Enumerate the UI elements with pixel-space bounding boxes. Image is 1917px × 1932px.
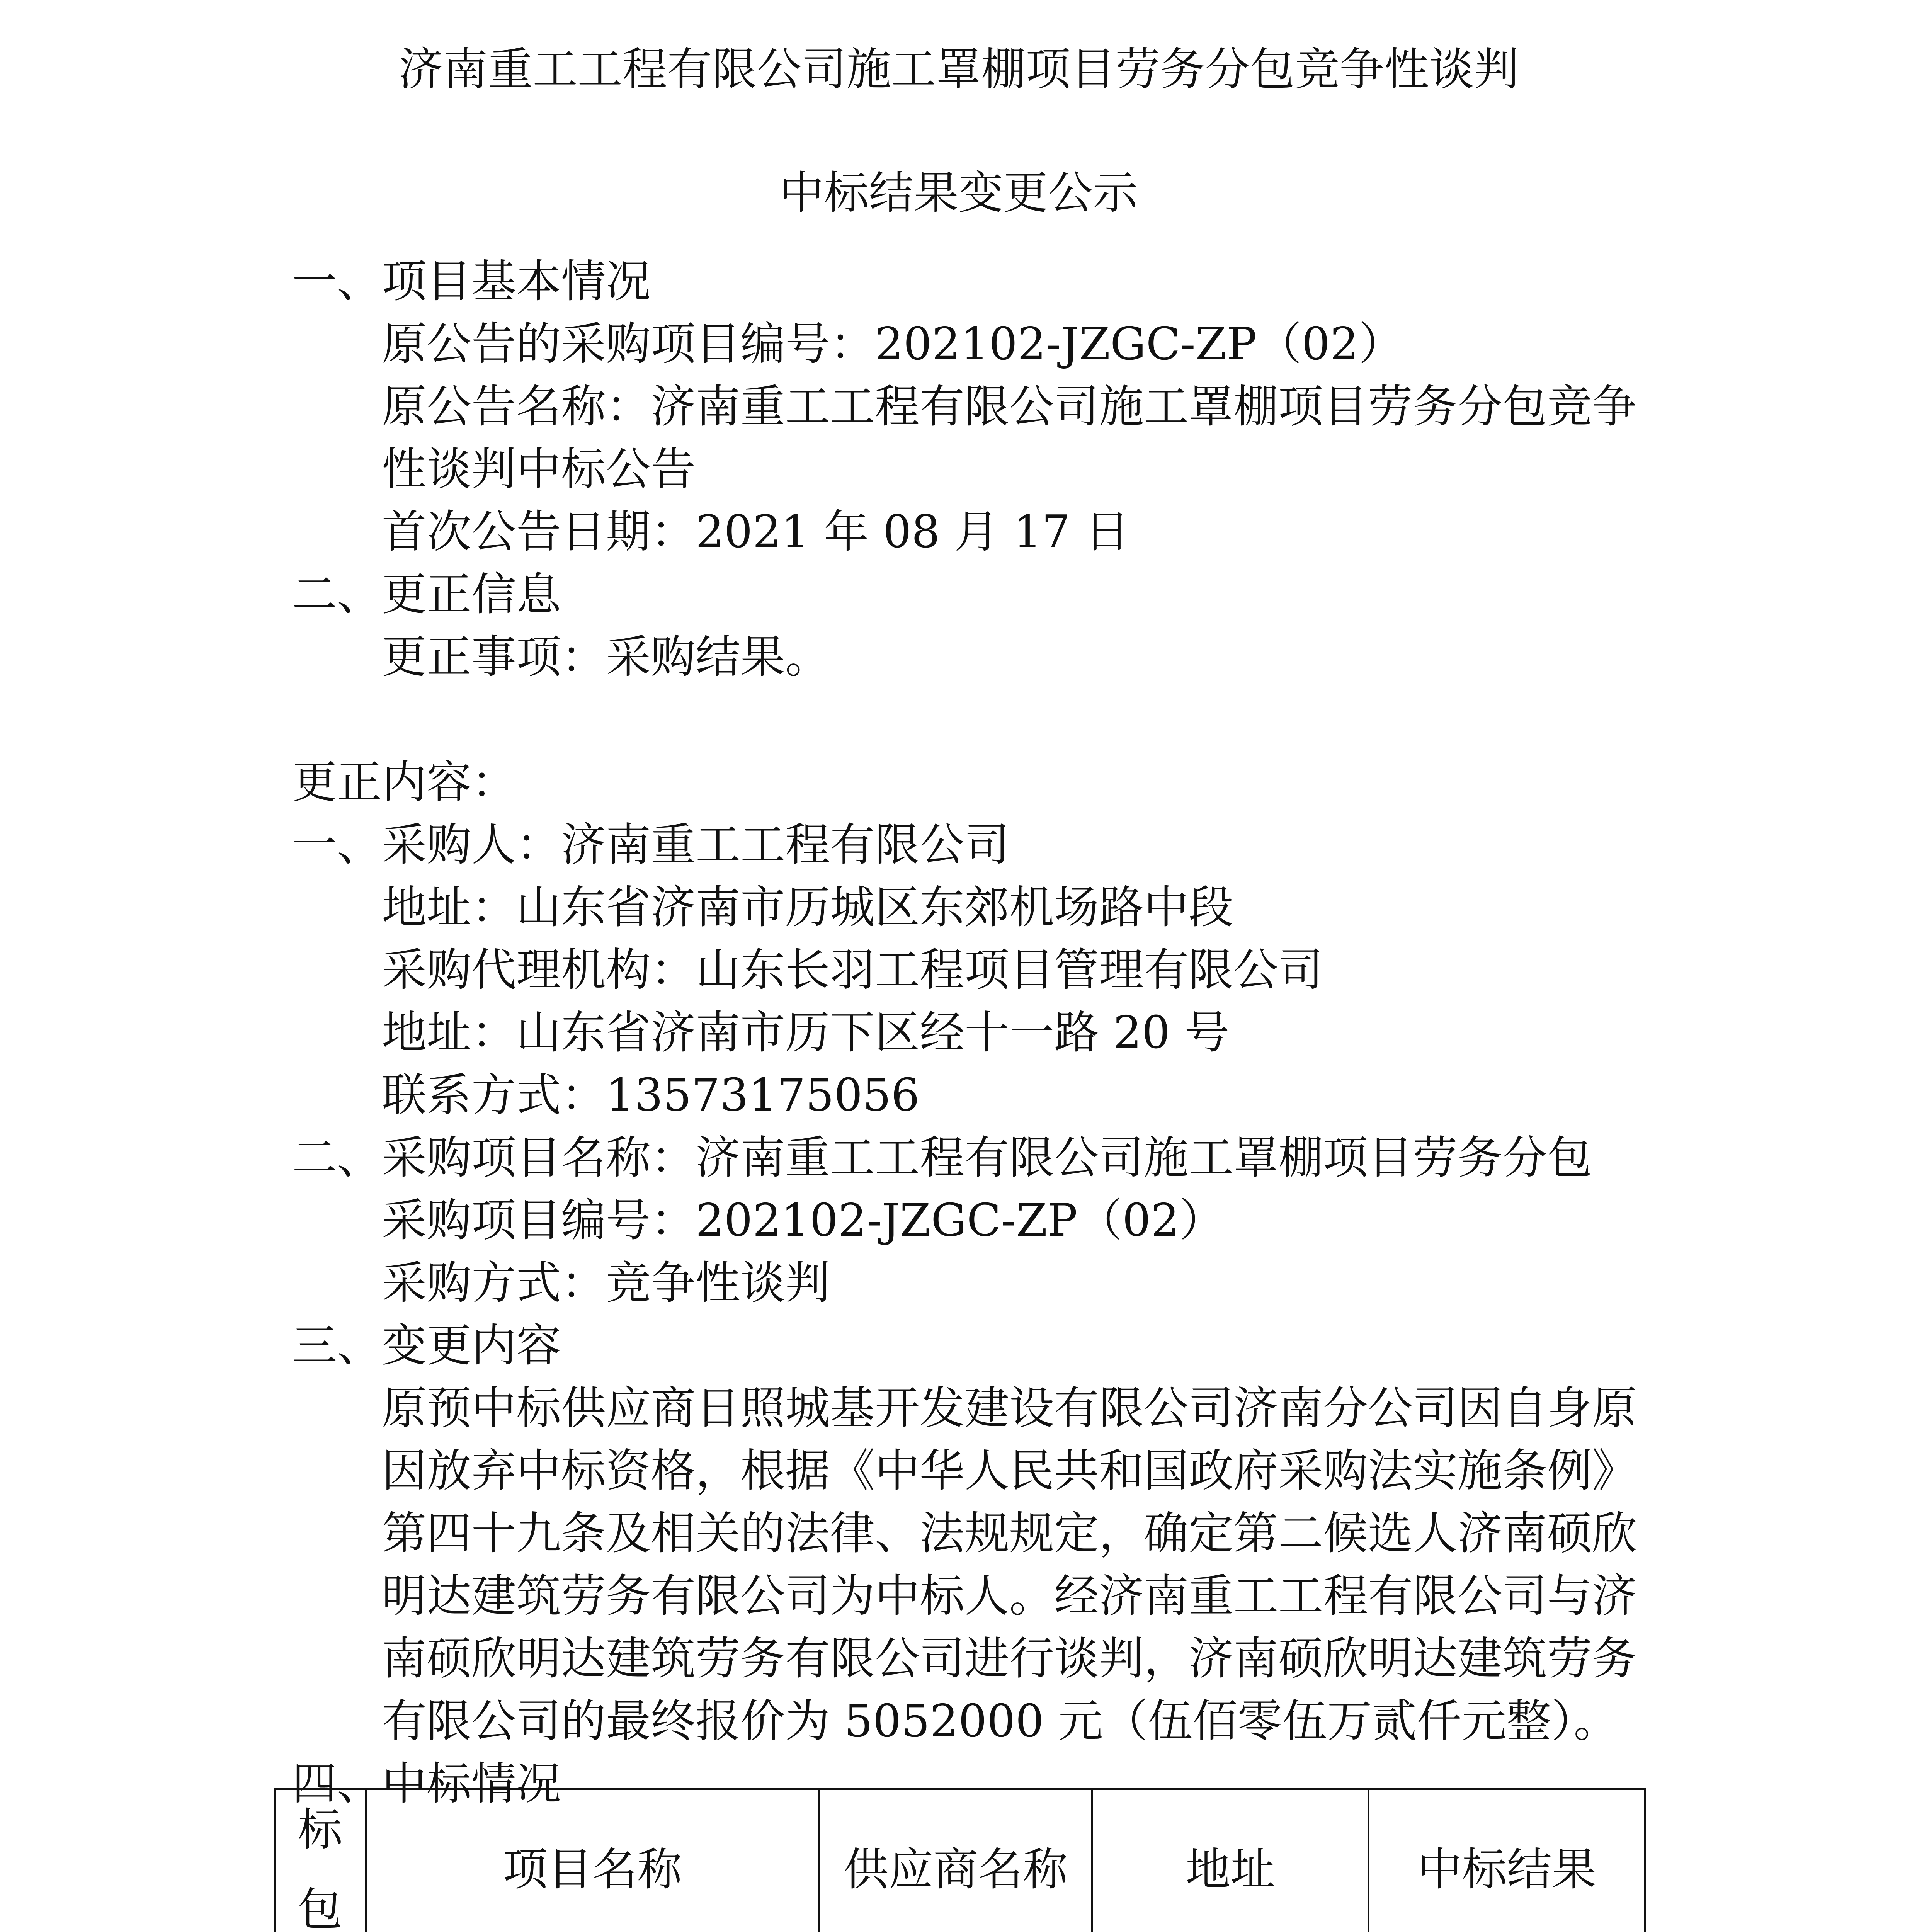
project-number-line: 采购项目编号：202102-JZGC-ZP（02） [382, 1194, 1224, 1247]
award-table-header-row [275, 1789, 1645, 1932]
original-notice-name: 原公告名称：济南重工工程有限公司施工罩棚项目劳务分包竞争性谈判中标公告 [382, 381, 1637, 495]
award-header-supplier: 供应商名称 [819, 1789, 1092, 1932]
correction-item: 更正事项：采购结果。 [382, 631, 830, 683]
contact-line: 联系方式：13573175056 [382, 1069, 920, 1121]
project-name-line: 二、采购项目名称：济南重工工程有限公司施工罩棚项目劳务分包 [292, 1132, 1592, 1184]
procurement-method-line: 采购方式：竞争性谈判 [382, 1257, 830, 1309]
document-body [292, 250, 1637, 1815]
original-project-number: 原公告的采购项目编号：202102-JZGC-ZP（02） [382, 318, 1403, 370]
change-heading: 三、变更内容 [292, 1320, 561, 1372]
section1-heading: 一、项目基本情况 [292, 255, 651, 308]
correction-heading: 更正内容： [292, 756, 516, 808]
award-header-address: 地址 [1092, 1789, 1369, 1932]
change-paragraph: 原预中标供应商日照城基开发建设有限公司济南分公司因自身原因放弃中标资格，根据《中华人民共和国政府采购法实施条例》第四十九条及相关的法律、法规规定，确定第二候选人济南硕欣明达建筑劳务有限公司为中标人。经济南重工工程有限公司与济南硕欣明达建筑劳务有限公司进行谈判，济南硕欣明达建筑劳务有限公司的最终报价为 5052000 元（伍佰零伍万贰仟元整）。 [382, 1382, 1637, 1747]
buyer-address: 地址：山东省济南市历城区东郊机场路中段 [382, 881, 1233, 934]
agency-line: 采购代理机构：山东长羽工程项目管理有限公司 [382, 944, 1323, 996]
award-header-project: 项目名称 [366, 1789, 819, 1932]
first-notice-date: 首次公告日期：2021 年 08 月 17 日 [382, 506, 1129, 558]
document-title-line1: 济南重工工程有限公司施工罩棚项目劳务分包竞争性谈判 [398, 43, 1519, 95]
award-table [274, 1788, 1646, 1932]
section2-heading: 二、更正信息 [292, 568, 561, 621]
award-header-result: 中标结果 [1369, 1789, 1645, 1932]
document-title-line2: 中标结果变更公示 [779, 167, 1138, 219]
award-heading: 四、中标情况 [292, 1758, 561, 1810]
agency-address: 地址：山东省济南市历下区经十一路 20 号 [382, 1007, 1230, 1059]
buyer-line: 一、采购人：济南重工工程有限公司 [292, 819, 1009, 871]
award-header-lot: 标包 [275, 1789, 366, 1932]
